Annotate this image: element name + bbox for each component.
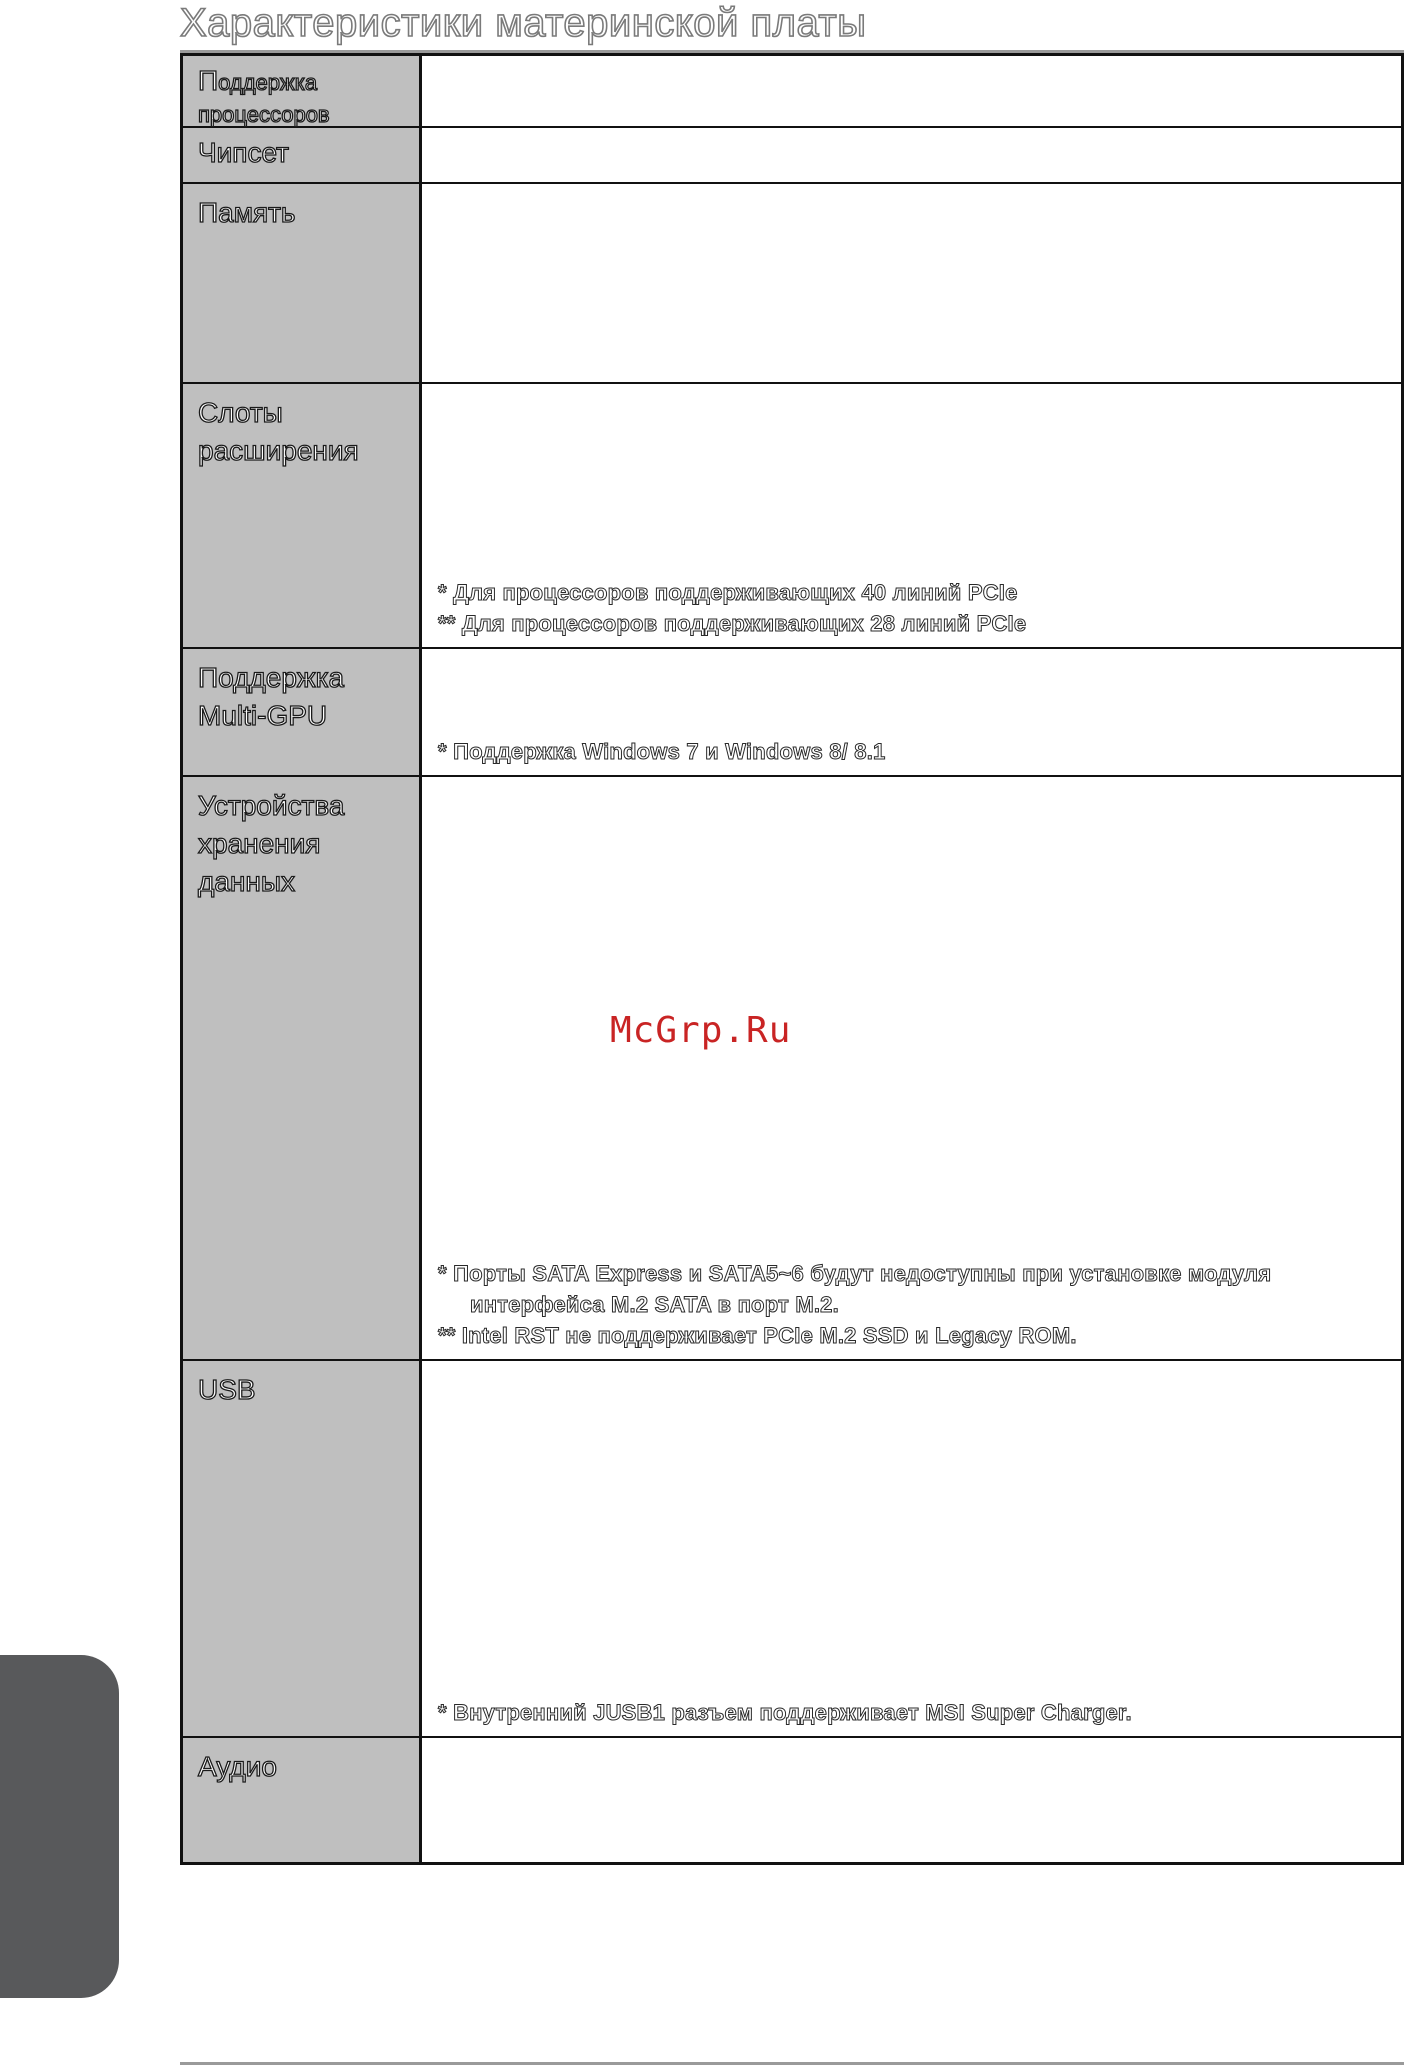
page-title: Характеристики материнской платы <box>180 1 867 45</box>
usb-note-1: * Внутренний JUSB1 разъем поддерживает MSI Super Charger. <box>438 1700 1132 1725</box>
value-expansion-slots <box>422 384 1401 647</box>
spec-table <box>180 53 1404 1865</box>
row-cpu-support <box>183 56 1401 126</box>
row-memory <box>183 182 1401 382</box>
label-cpu-support <box>183 56 422 126</box>
side-section-tab <box>0 1655 119 1998</box>
label-cpu-line2: процессоров <box>198 102 330 127</box>
value-memory <box>422 184 1401 382</box>
value-usb <box>422 1361 1401 1736</box>
label-usb: USB <box>183 1361 422 1736</box>
label-multi-gpu: Поддержка Multi-GPU <box>183 649 422 775</box>
label-expansion-slots: Слоты расширения <box>183 384 422 647</box>
label-cpu-line1-cap: П <box>198 65 219 96</box>
storage-note-1: * Порты SATA Express и SATA5~6 будут недоступны при установке модуля <box>438 1261 1272 1286</box>
row-multi-gpu <box>183 647 1401 775</box>
row-chipset <box>183 126 1401 182</box>
bottom-divider <box>180 2062 1404 2065</box>
label-memory: Память <box>183 184 422 382</box>
watermark-text: McGrp.Ru <box>610 1010 792 1051</box>
value-cpu-support <box>422 56 1401 126</box>
expansion-note-1: * Для процессоров поддерживающих 40 линий PCIe <box>438 580 1018 605</box>
row-storage <box>183 775 1401 1359</box>
label-audio: Аудио <box>183 1738 422 1862</box>
row-audio <box>183 1736 1401 1862</box>
value-storage <box>422 777 1401 1359</box>
label-cpu-line1-rest: оддержка <box>218 70 318 95</box>
value-chipset <box>422 128 1401 182</box>
storage-note-1-cont: интерфейса M.2 SATA в порт M.2. <box>470 1292 839 1317</box>
label-storage: Устройства хранения данных <box>183 777 422 1359</box>
value-audio <box>422 1738 1401 1862</box>
value-multi-gpu <box>422 649 1401 775</box>
row-expansion-slots <box>183 382 1401 647</box>
label-chipset: Чипсет <box>183 128 422 182</box>
multi-gpu-note-1: * Поддержка Windows 7 и Windows 8/ 8.1 <box>438 739 886 764</box>
expansion-note-2: ** Для процессоров поддерживающих 28 линий PCIe <box>438 611 1027 636</box>
storage-note-2: ** Intel RST не поддерживает PCIe M.2 SSD и Legacy ROM. <box>438 1323 1077 1348</box>
row-usb <box>183 1359 1401 1736</box>
